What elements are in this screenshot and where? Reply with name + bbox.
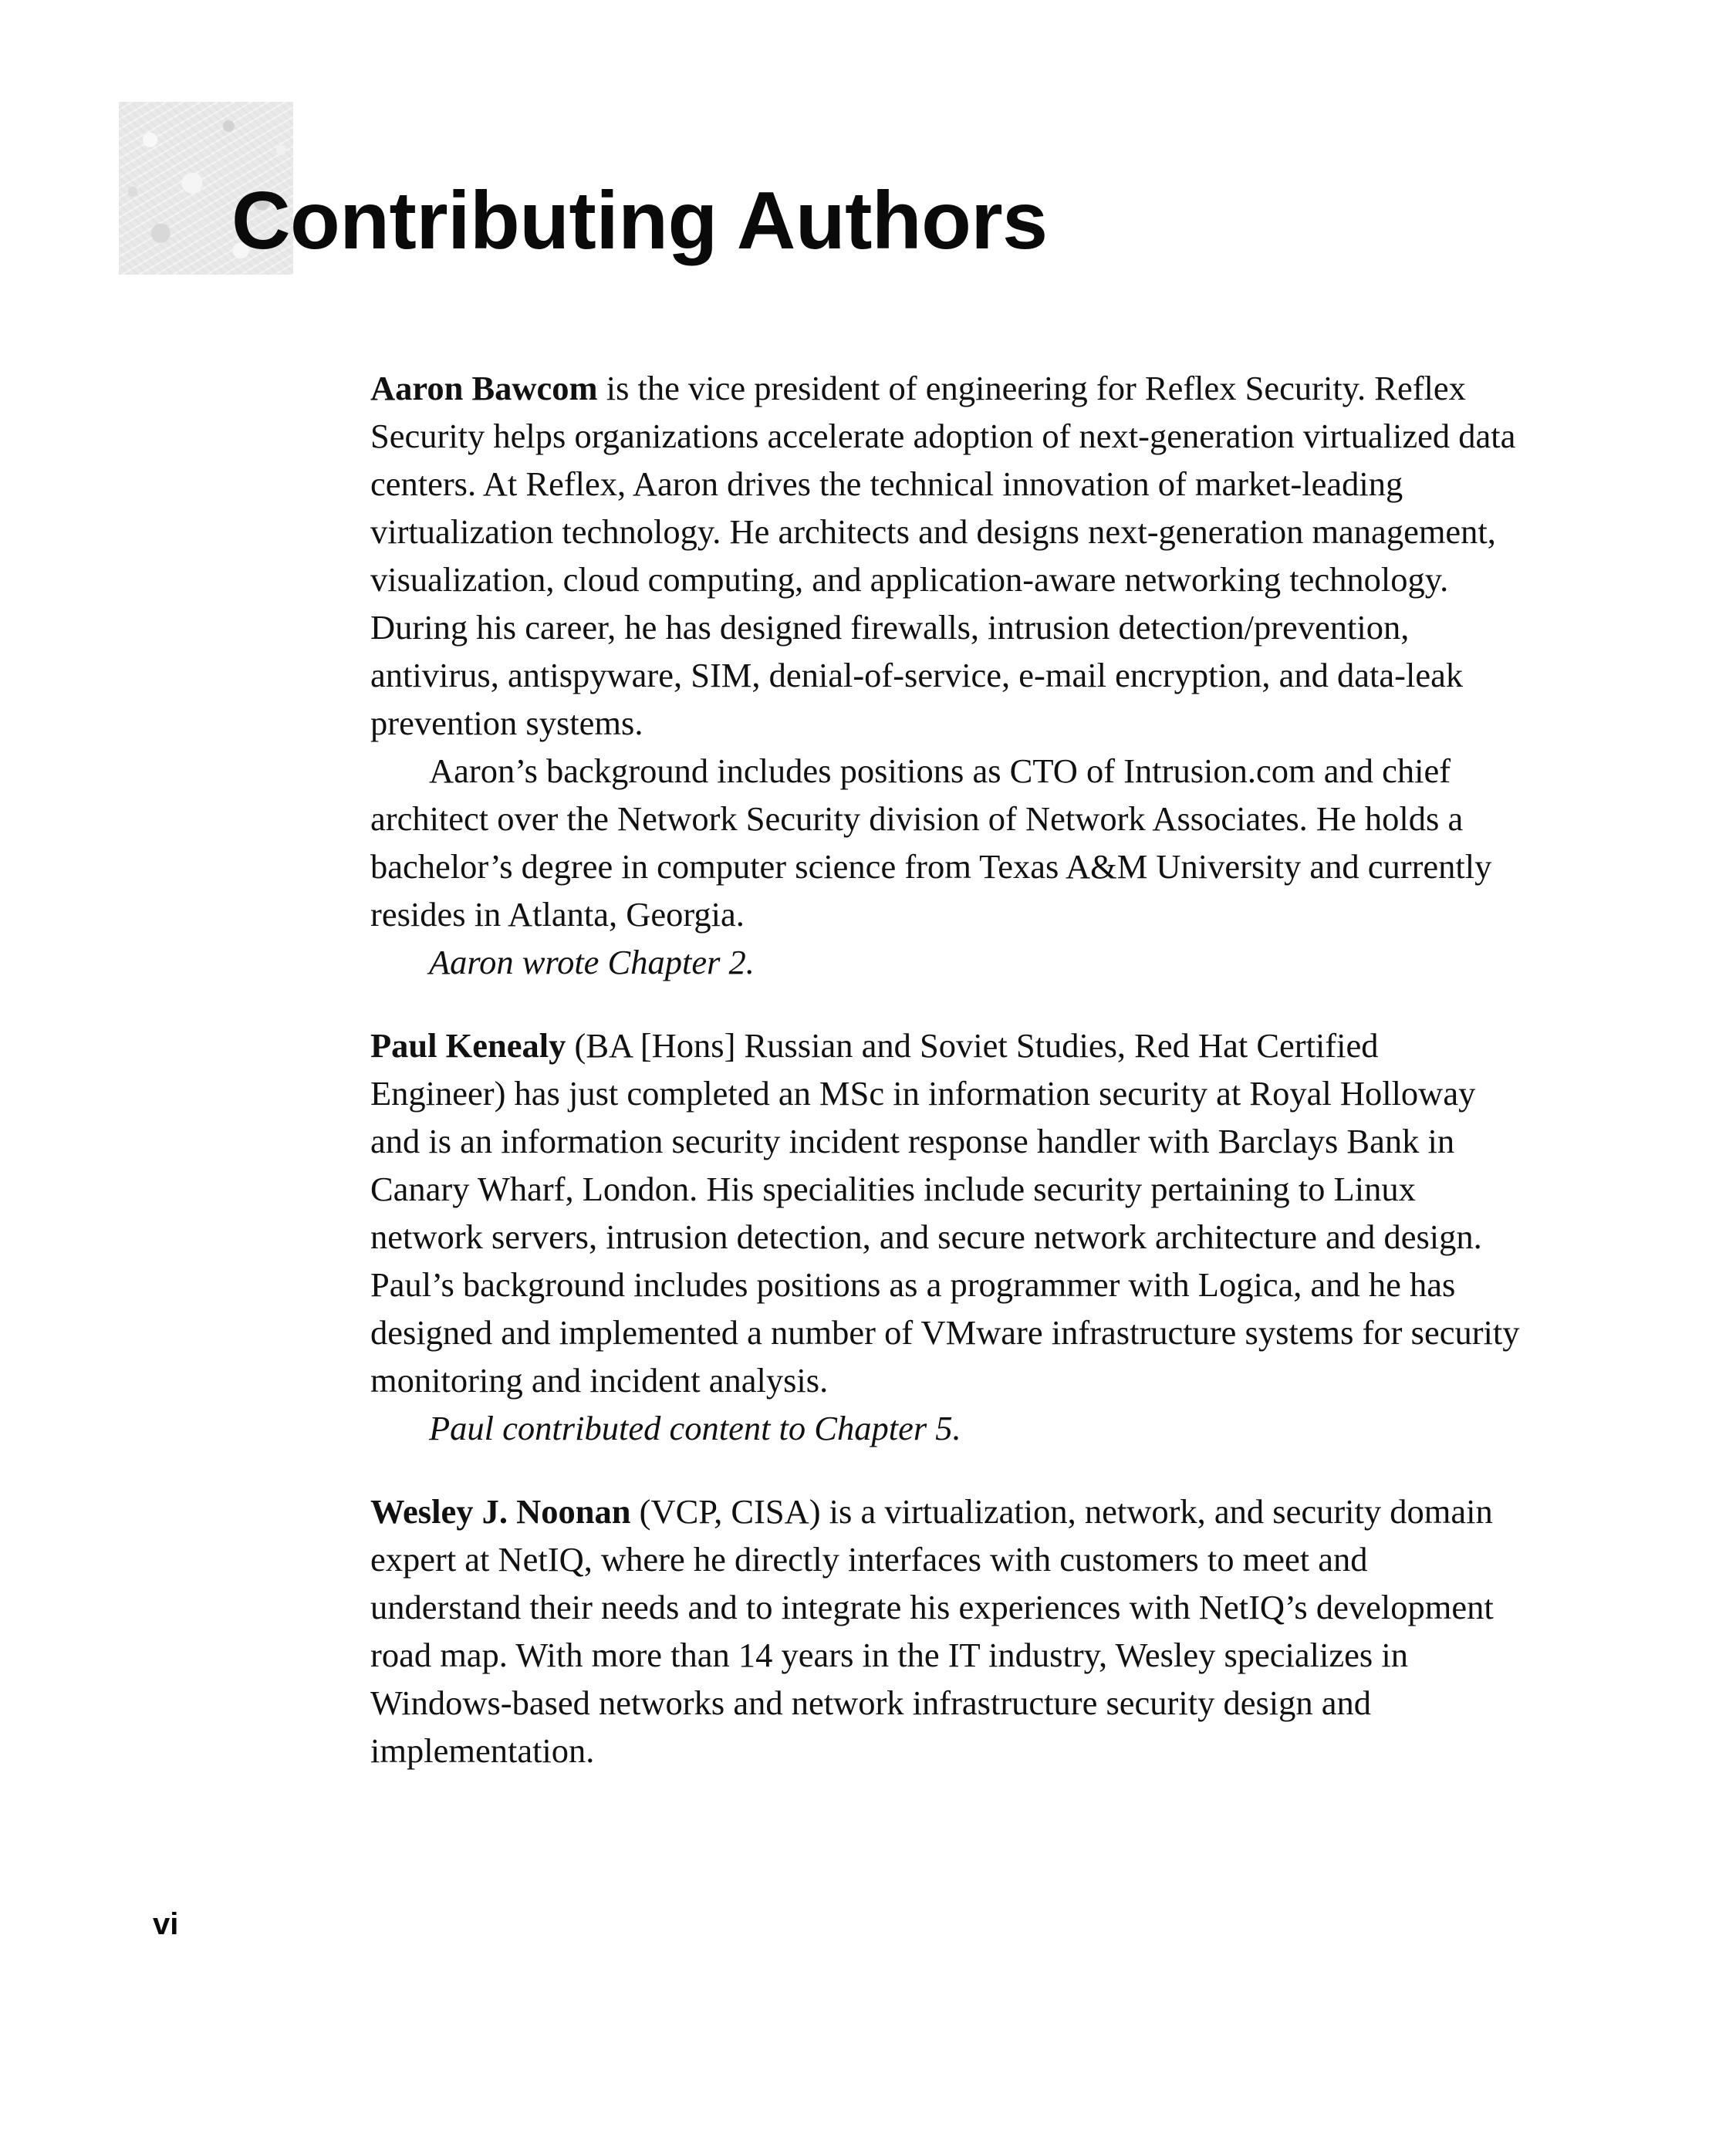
author-name: Paul Kenealy [370, 1026, 566, 1065]
author-bio-aaron-bawcom [370, 364, 1520, 986]
authors-list [370, 364, 1520, 1810]
author-bio-paul-kenealy [370, 1022, 1520, 1452]
bio-text: is the vice president of engineering for Reflex Security. Reflex Security helps organizations accelerate adoption of next-generation virtualized data centers. At Reflex, Aaron drives the technical innovation of market-leading virtualization technology. He architects and designs next-generation management, visualization, cloud computing, and application-aware networking technology. During his career, he has designed firewalls, intrusion detection/prevention, antivirus, antispyware, SIM, denial-of-service, e-mail encryption, and data-leak prevention systems. [370, 369, 1516, 742]
bio-background: Aaron’s background includes positions as CTO of Intrusion.com and chief architect over the Network Security division of Network Associates. He holds a bachelor’s degree in computer science from Texas A&M University and currently resides in Atlanta, Georgia. [370, 751, 1492, 934]
bio-paragraph [370, 1022, 1520, 1404]
bio-paragraph [370, 1488, 1520, 1775]
chapter-credit: Aaron wrote Chapter 2. [429, 943, 755, 981]
bio-paragraph [370, 364, 1520, 747]
page-title: Contributing Authors [231, 175, 1048, 266]
bio-text: (BA [Hons] Russian and Soviet Studies, Red Hat Certified Engineer) has just completed an MSc in information security at Royal Holloway and is an information security incident response handler with Barclays Bank in Canary Wharf, London. His specialities include security pertaining to Linux network servers, intrusion detection, and secure network architecture and design. Paul’s background includes positions as a programmer with Logica, and he has designed and implemented a number of VMware infrastructure systems for security monitoring and incident analysis. [370, 1026, 1520, 1400]
author-bio-wesley-noonan [370, 1488, 1520, 1775]
author-name: Aaron Bawcom [370, 369, 598, 407]
page-number: vi [153, 1907, 179, 1941]
author-name: Wesley J. Noonan [370, 1492, 631, 1531]
bio-text: (VCP, CISA) is a virtualization, network, and security domain expert at NetIQ, where he directly interfaces with customers to meet and understand their needs and to integrate his experiences with NetIQ’s development road map. With more than 14 years in the IT industry, Wesley specializes in Windows-based networks and network infrastructure security design and implementation. [370, 1492, 1494, 1770]
chapter-credit: Paul contributed content to Chapter 5. [429, 1409, 961, 1447]
